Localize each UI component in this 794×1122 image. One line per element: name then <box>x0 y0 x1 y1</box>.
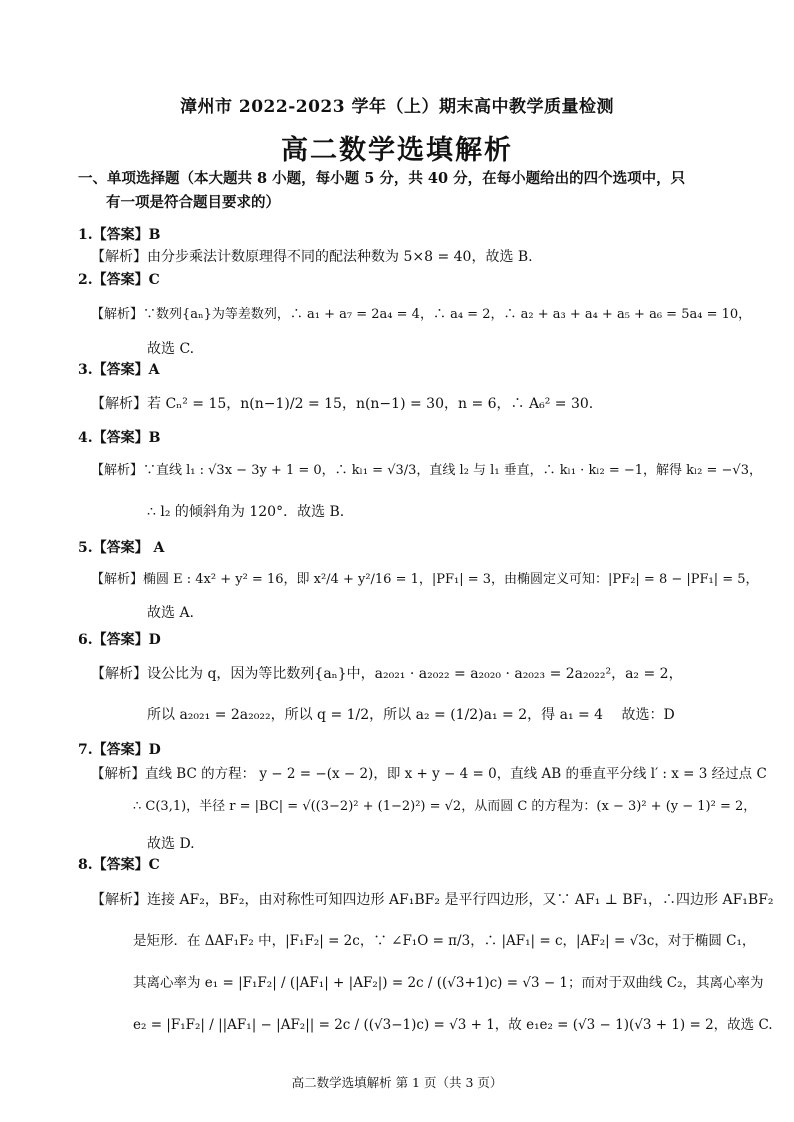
section-heading-line1: 一、单项选择题（本大题共 8 小题，每小题 5 分，共 40 分，在每小题给出的四个选项中，只 <box>78 170 686 187</box>
q8-analysis-line4: e₂ = |F₁F₂| / ||AF₁| − |AF₂|| = 2c / ((√3−1)c) = √3 + 1，故 e₁e₂ = (√3 − 1)(√3 + 1) = 2，故选 C. <box>133 1017 773 1033</box>
q2-answer: 2.【答案】C <box>78 272 160 288</box>
q8-analysis-line1: 【解析】连接 AF₂，BF₂，由对称性可知四边形 AF₁BF₂ 是平行四边形，又∵ AF₁ ⊥ BF₁，∴四边形 AF₁BF₂ <box>91 892 774 908</box>
q1-answer: 1.【答案】B <box>78 227 161 243</box>
section-heading-line2: 有一项是符合题目要求的） <box>106 194 280 211</box>
exam-title: 漳州市 2022-2023 学年（上）期末高中教学质量检测 <box>179 97 615 117</box>
q4-analysis-line2: ∴ l₂ 的倾斜角为 120°．故选 B. <box>147 504 345 520</box>
q7-analysis-line3: 故选 D. <box>147 836 195 852</box>
q5-answer: 5.【答案】 A <box>78 540 165 556</box>
q4-answer: 4.【答案】B <box>78 430 161 446</box>
q6-answer: 6.【答案】D <box>78 632 161 648</box>
q6-analysis-line2: 所以 a₂₀₂₁ = 2a₂₀₂₂，所以 q = 1/2，所以 a₂ = (1/2)a₁ = 2，得 a₁ = 4 故选：D <box>147 707 675 723</box>
q8-answer: 8.【答案】C <box>78 857 160 873</box>
q4-analysis-line1: 【解析】∵直线 l₁ : √3x − 3y + 1 = 0，∴ kₗ₁ = √3/3，直线 l₂ 与 l₁ 垂直，∴ kₗ₁ · kₗ₂ = −1，解得 kₗ₂ = −√3， <box>91 463 762 478</box>
q6-analysis-line1: 【解析】设公比为 q，因为等比数列{aₙ}中，a₂₀₂₁ · a₂₀₂₂ = a₂₀₂₀ · a₂₀₂₃ = 2a₂₀₂₂²，a₂ = 2， <box>91 666 683 682</box>
q5-analysis-line2: 故选 A. <box>147 605 195 621</box>
q2-analysis-line2: 故选 C. <box>147 341 195 357</box>
page-title: 高二数学选填解析 <box>281 135 513 166</box>
q7-analysis-line1: 【解析】直线 BC 的方程： y − 2 = −(x − 2)，即 x + y − 4 = 0，直线 AB 的垂直平分线 l′ : x = 3 经过点 C <box>91 766 767 782</box>
q7-analysis-line2: ∴ C(3,1)，半径 r = |BC| = √((3−2)² + (1−2)²) = √2，从而圆 C 的方程为：(x − 3)² + (y − 1)² = 2， <box>133 799 757 814</box>
q1-analysis-line1: 【解析】由分步乘法计数原理得不同的配法种数为 5×8 = 40，故选 B. <box>91 249 533 265</box>
page-footer: 高二数学选填解析 第 1 页（共 3 页） <box>291 1075 503 1090</box>
q3-analysis-line1: 【解析】若 Cₙ² = 15，n(n−1)/2 = 15，n(n−1) = 30，n = 6，∴ A₆² = 30. <box>91 396 594 412</box>
q7-answer: 7.【答案】D <box>78 742 161 758</box>
q3-answer: 3.【答案】A <box>78 362 160 378</box>
q2-analysis-line1: 【解析】∵数列{aₙ}为等差数列，∴ a₁ + a₇ = 2a₄ = 4，∴ a₄ = 2，∴ a₂ + a₃ + a₄ + a₅ + a₆ = 5a₄ = 10， <box>91 307 752 322</box>
q8-analysis-line2: 是矩形．在 ΔAF₁F₂ 中，|F₁F₂| = 2c，∵ ∠F₁O = π/3，∴ |AF₁| = c，|AF₂| = √3c，对于椭圆 C₁， <box>133 933 756 949</box>
q8-analysis-line3: 其离心率为 e₁ = |F₁F₂| / (|AF₁| + |AF₂|) = 2c / ((√3+1)c) = √3 − 1；而对于双曲线 C₂，其离心率为 <box>133 975 764 991</box>
q5-analysis-line1: 【解析】椭圆 E : 4x² + y² = 16，即 x²/4 + y²/16 = 1，|PF₁| = 3，由椭圆定义可知：|PF₂| = 8 − |PF₁| = 5， <box>91 572 759 587</box>
